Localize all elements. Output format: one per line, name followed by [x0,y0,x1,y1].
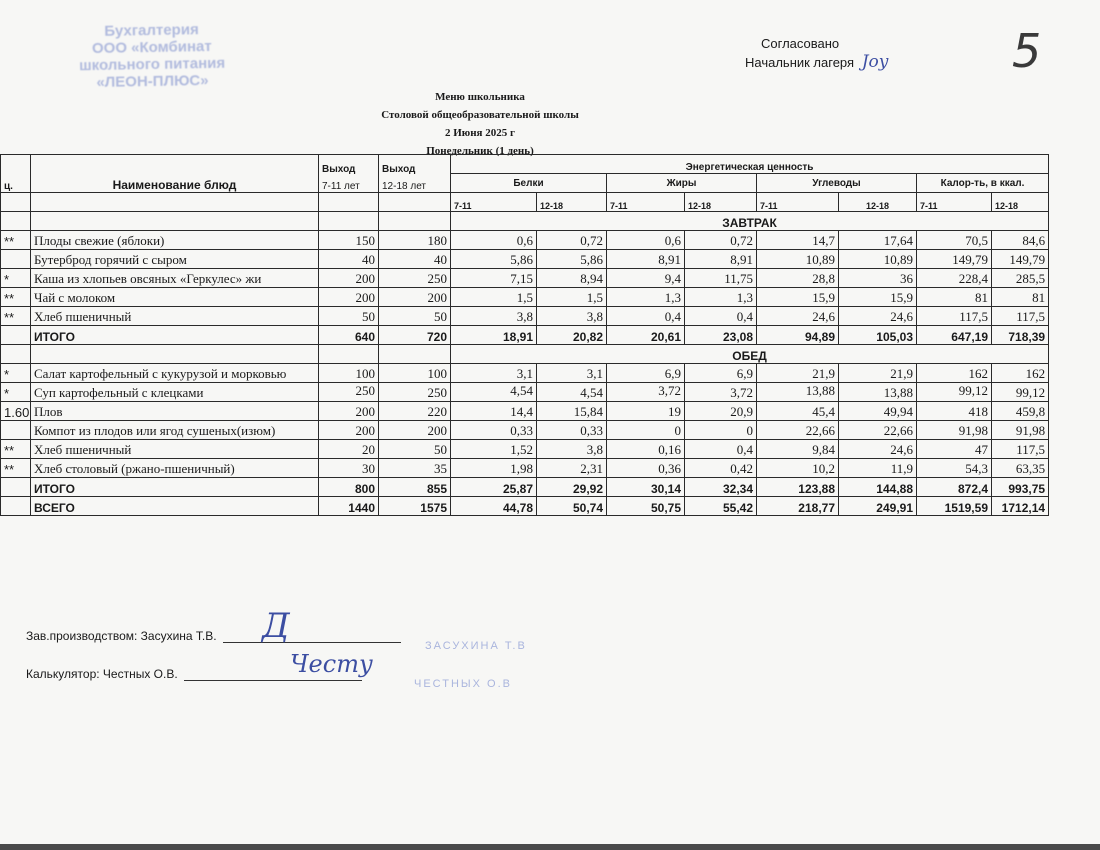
sub-carbs-old: 12-18 [839,193,917,212]
value-cell: 3,72 [685,383,757,402]
dish-name: Хлеб пшеничный [31,307,319,326]
value-cell: 1,98 [451,459,537,478]
value-cell: 91,98 [992,421,1049,440]
value-cell: 0,16 [607,440,685,459]
calculator-signature: Честу [290,650,373,678]
value-cell: 84,6 [992,231,1049,250]
value-cell: 30 [319,459,379,478]
recipe-code: ** [1,231,31,250]
value-cell: 9,4 [607,269,685,288]
value-cell: 1,5 [451,288,537,307]
value-cell: 4,54 [537,383,607,402]
header-out-young: Выход 7-11 лет [319,155,379,193]
value-cell: 100 [319,364,379,383]
value-cell: 7,15 [451,269,537,288]
value-cell: 22,66 [839,421,917,440]
header-energy: Энергетическая ценность [451,155,1049,174]
recipe-code: * [1,383,31,402]
sub-proteins-old: 12-18 [537,193,607,212]
menu-date: 2 Июня 2025 г [445,127,515,139]
total-value: 30,14 [607,478,685,497]
value-cell: 200 [319,288,379,307]
total-value: 50,74 [537,497,607,516]
header-dish: Наименование блюд [31,155,319,193]
value-cell: 14,4 [451,402,537,421]
value-cell: 50 [379,440,451,459]
value-cell: 21,9 [839,364,917,383]
recipe-code: * [1,364,31,383]
dish-name: Плоды свежие (яблоки) [31,231,319,250]
sub-proteins-young: 7-11 [451,193,537,212]
total-value: 1575 [379,497,451,516]
dish-name: Хлеб столовый (ржано-пшеничный) [31,459,319,478]
value-cell: 3,1 [537,364,607,383]
total-value: 29,92 [537,478,607,497]
value-cell: 24,6 [839,307,917,326]
total-value: 55,42 [685,497,757,516]
value-cell: 21,9 [757,364,839,383]
scan-edge [0,844,1100,850]
value-cell: 63,35 [992,459,1049,478]
total-value: 94,89 [757,326,839,345]
table-row [1,231,1049,250]
total-value: 720 [379,326,451,345]
value-cell: 99,12 [917,383,992,402]
value-cell: 13,88 [757,383,839,402]
value-cell: 1,5 [537,288,607,307]
table-row [1,288,1049,307]
recipe-code: * [1,269,31,288]
school-name: Столовой общеобразовательной школы [381,109,579,121]
value-cell: 285,5 [992,269,1049,288]
value-cell: 50 [319,307,379,326]
value-cell: 0 [685,421,757,440]
value-cell: 10,89 [839,250,917,269]
total-value: 18,91 [451,326,537,345]
value-cell: 149,79 [917,250,992,269]
header-carbs: Углеводы [757,174,917,193]
total-value: 855 [379,478,451,497]
value-cell: 6,9 [685,364,757,383]
lunch-total-row-label: ИТОГО [31,478,319,497]
value-cell: 150 [319,231,379,250]
value-cell: 54,3 [917,459,992,478]
value-cell: 0,6 [607,231,685,250]
value-cell: 117,5 [992,440,1049,459]
total-value: 23,08 [685,326,757,345]
table-row [1,402,1049,421]
production-signature: Д [262,606,290,646]
sub-kcal-old: 12-18 [992,193,1049,212]
value-cell: 162 [917,364,992,383]
value-cell: 4,54 [451,383,537,402]
recipe-code: ** [1,440,31,459]
header-proteins: Белки [451,174,607,193]
table-row [1,250,1049,269]
value-cell: 0,4 [685,440,757,459]
value-cell: 10,2 [757,459,839,478]
value-cell: 17,64 [839,231,917,250]
total-value: 32,34 [685,478,757,497]
total-value: 1712,14 [992,497,1049,516]
value-cell: 8,94 [537,269,607,288]
approval-block [745,34,888,72]
value-cell: 99,12 [992,383,1049,402]
value-cell: 180 [379,231,451,250]
value-cell: 459,8 [992,402,1049,421]
value-cell: 28,8 [757,269,839,288]
total-value: 800 [319,478,379,497]
accounting-stamp: Бухгалтерия ООО «Комбинат школьного питания «ЛЕОН-ПЛЮС» [79,21,226,91]
total-value: 44,78 [451,497,537,516]
value-cell: 228,4 [917,269,992,288]
value-cell: 81 [917,288,992,307]
table-row [1,421,1049,440]
total-value: 647,19 [917,326,992,345]
total-value: 640 [319,326,379,345]
value-cell: 15,9 [757,288,839,307]
total-value: 718,39 [992,326,1049,345]
value-cell: 0,4 [607,307,685,326]
approval-title: Согласовано [761,36,840,51]
menu-table [0,154,1049,516]
table-row [1,383,1049,402]
header-row-3 [1,193,1049,212]
approval-signature: Joy [861,52,889,72]
value-cell: 1,3 [607,288,685,307]
value-cell: 0,6 [451,231,537,250]
value-cell: 418 [917,402,992,421]
header-fats: Жиры [607,174,757,193]
grand-total-row-label: ВСЕГО [31,497,319,516]
breakfast-total-row-label: ИТОГО [31,326,319,345]
recipe-code: 1.60 [1,402,31,421]
value-cell: 20 [319,440,379,459]
value-cell: 0,33 [537,421,607,440]
value-cell: 45,4 [757,402,839,421]
value-cell: 47 [917,440,992,459]
recipe-code: ** [1,459,31,478]
dish-name: Плов [31,402,319,421]
recipe-code: ** [1,288,31,307]
value-cell: 5,86 [451,250,537,269]
grand-total-row [1,497,1049,516]
value-cell: 3,8 [451,307,537,326]
value-cell: 81 [992,288,1049,307]
total-value: 249,91 [839,497,917,516]
total-value: 1440 [319,497,379,516]
total-value: 123,88 [757,478,839,497]
value-cell: 0,36 [607,459,685,478]
table-row [1,269,1049,288]
value-cell: 200 [319,402,379,421]
dish-name: Бутерброд горячий с сыром [31,250,319,269]
value-cell: 117,5 [917,307,992,326]
value-cell: 5,86 [537,250,607,269]
value-cell: 200 [319,269,379,288]
value-cell: 3,8 [537,440,607,459]
breakfast-total-row [1,326,1049,345]
value-cell: 149,79 [992,250,1049,269]
table-row [1,364,1049,383]
header-out-old: Выход 12-18 лет [379,155,451,193]
menu-heading [330,88,630,160]
table-row [1,440,1049,459]
value-cell: 8,91 [685,250,757,269]
approval-position: Начальник лагеря [745,55,855,70]
dish-name: Суп картофельный с клецками [31,383,319,402]
total-value: 144,88 [839,478,917,497]
value-cell: 6,9 [607,364,685,383]
header-rec: ц. [1,155,31,193]
value-cell: 220 [379,402,451,421]
production-name-stamp: ЗАСУХИНА Т.В [425,640,527,652]
value-cell: 0,72 [537,231,607,250]
recipe-code [1,421,31,440]
value-cell: 10,89 [757,250,839,269]
value-cell: 2,31 [537,459,607,478]
value-cell: 70,5 [917,231,992,250]
calculator-signature-line: Калькулятор: Честных О.В. [26,666,362,681]
value-cell: 19 [607,402,685,421]
total-value: 25,87 [451,478,537,497]
value-cell: 91,98 [917,421,992,440]
dish-name: Чай с молоком [31,288,319,307]
value-cell: 3,1 [451,364,537,383]
value-cell: 200 [319,421,379,440]
value-cell: 0,72 [685,231,757,250]
total-value: 50,75 [607,497,685,516]
menu-title: Меню школьника [435,91,525,103]
value-cell: 15,9 [839,288,917,307]
total-value: 872,4 [917,478,992,497]
dish-name: Каша из хлопьев овсяных «Геркулес» жи [31,269,319,288]
value-cell: 8,91 [607,250,685,269]
total-value: 20,61 [607,326,685,345]
header-kcal: Калор-ть, в ккал. [917,174,1049,193]
value-cell: 250 [319,383,379,402]
value-cell: 0,42 [685,459,757,478]
value-cell: 15,84 [537,402,607,421]
value-cell: 20,9 [685,402,757,421]
value-cell: 35 [379,459,451,478]
value-cell: 36 [839,269,917,288]
value-cell: 1,3 [685,288,757,307]
total-value: 1519,59 [917,497,992,516]
lunch-label: ОБЕД [451,345,1049,364]
value-cell: 117,5 [992,307,1049,326]
value-cell: 50 [379,307,451,326]
value-cell: 3,8 [537,307,607,326]
value-cell: 162 [992,364,1049,383]
total-value: 993,75 [992,478,1049,497]
header-row-1 [1,155,1049,174]
calculator-name-stamp: ЧЕСТНЫХ О.В [414,678,512,690]
menu-day: Понедельник (1 день) [426,145,534,157]
dish-name: Салат картофельный с кукурузой и морковью [31,364,319,383]
value-cell: 9,84 [757,440,839,459]
value-cell: 1,52 [451,440,537,459]
value-cell: 100 [379,364,451,383]
page-number: 5 [1012,24,1042,78]
breakfast-label: ЗАВТРАК [451,212,1049,231]
sub-kcal-young: 7-11 [917,193,992,212]
value-cell: 250 [379,269,451,288]
sub-carbs-young: 7-11 [757,193,839,212]
value-cell: 40 [379,250,451,269]
value-cell: 40 [319,250,379,269]
recipe-code: ** [1,307,31,326]
value-cell: 49,94 [839,402,917,421]
recipe-code [1,250,31,269]
table-row [1,459,1049,478]
dish-name: Хлеб пшеничный [31,440,319,459]
value-cell: 250 [379,383,451,402]
value-cell: 24,6 [757,307,839,326]
value-cell: 200 [379,421,451,440]
breakfast-section-header [1,212,1049,231]
value-cell: 3,72 [607,383,685,402]
value-cell: 11,75 [685,269,757,288]
total-value: 218,77 [757,497,839,516]
value-cell: 0 [607,421,685,440]
total-value: 20,82 [537,326,607,345]
value-cell: 22,66 [757,421,839,440]
value-cell: 24,6 [839,440,917,459]
dish-name: Компот из плодов или ягод сушеных(изюм) [31,421,319,440]
production-signature-line: Зав.производством: Засухина Т.В. [26,628,401,643]
lunch-total-row [1,478,1049,497]
sub-fats-young: 7-11 [607,193,685,212]
value-cell: 200 [379,288,451,307]
value-cell: 11,9 [839,459,917,478]
lunch-section-header [1,345,1049,364]
sub-fats-old: 12-18 [685,193,757,212]
total-value: 105,03 [839,326,917,345]
value-cell: 14,7 [757,231,839,250]
value-cell: 0,4 [685,307,757,326]
value-cell: 13,88 [839,383,917,402]
table-row [1,307,1049,326]
value-cell: 0,33 [451,421,537,440]
